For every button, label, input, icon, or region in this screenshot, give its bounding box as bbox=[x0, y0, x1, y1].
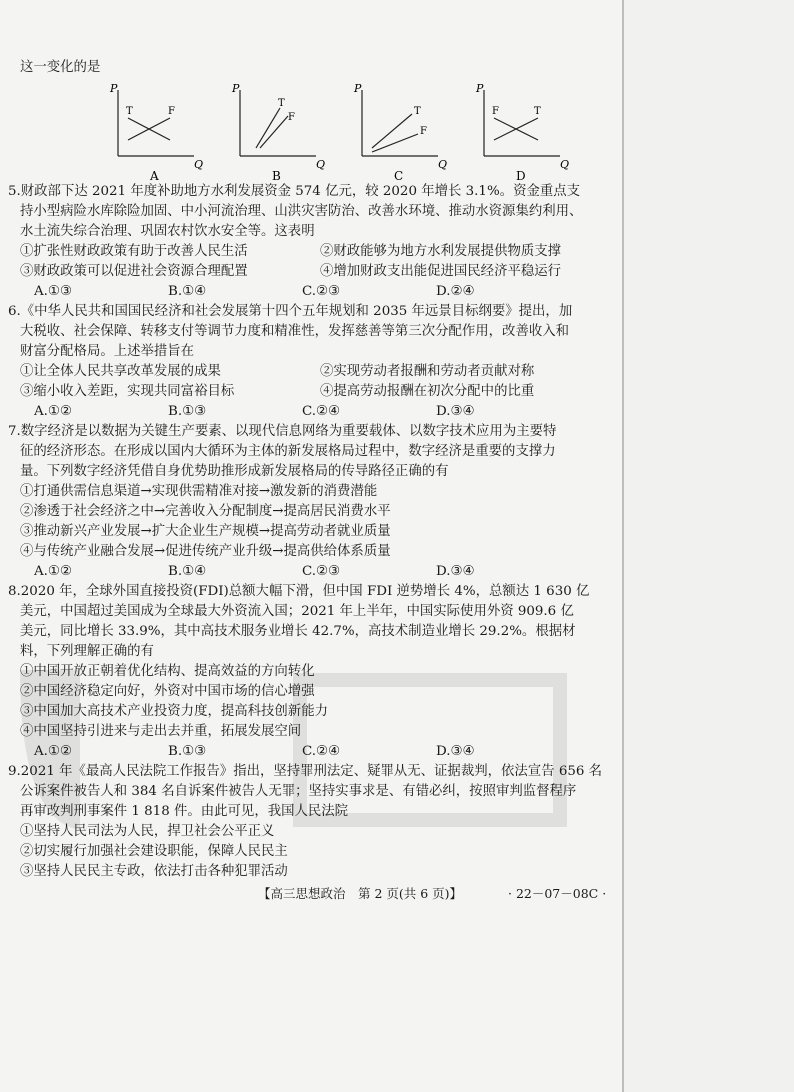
graph-a bbox=[98, 78, 220, 182]
q5-choice-a: A.①③ bbox=[34, 284, 72, 299]
graph-a-l2: F bbox=[168, 106, 175, 117]
graph-d bbox=[464, 78, 586, 182]
q7-line-1: 7.数字经济是以数据为关键生产要素、以现代信息网络为重要载体、以数字技术应用为主要特 bbox=[8, 424, 557, 439]
q8-option-2: ②中国经济稳定向好，外资对中国市场的信心增强 bbox=[20, 684, 315, 699]
q4-tail: 这一变化的是 bbox=[20, 60, 101, 75]
q5-line-1: 5.财政部下达 2021 年度补助地方水利发展资金 574 亿元，较 2020 年增长 3.1%。资金重点支 bbox=[8, 184, 581, 199]
question-9 bbox=[8, 762, 608, 882]
q5-option-2: ②财政能够为地方水利发展提供物质支撑 bbox=[320, 244, 562, 259]
graph-a-q: Q bbox=[194, 158, 204, 171]
question-6 bbox=[8, 302, 608, 422]
q7-option-1: ①打通供需信息渠道→实现供需精准对接→激发新的消费潜能 bbox=[20, 484, 378, 499]
graph-b-l2: F bbox=[288, 112, 295, 123]
q9-line-2: 公诉案件被告人和 384 名自诉案件被告人无罪；坚持实事求是、有错必纠，按照审判监督程序 bbox=[20, 784, 577, 799]
q5-choice-c: C.②③ bbox=[302, 284, 341, 299]
question-text bbox=[8, 58, 608, 882]
graph-b bbox=[220, 78, 342, 182]
graph-b-l1: T bbox=[278, 98, 285, 109]
q6-option-3: ③缩小收入差距，实现共同富裕目标 bbox=[20, 384, 235, 399]
q8-line-2: 美元，中国超过美国成为全球最大外资流入国；2021 年上半年，中国实际使用外资 909.6 亿 bbox=[20, 604, 574, 619]
graph-c-label: C bbox=[394, 169, 404, 182]
q9-option-3: ③坚持人民民主专政，依法打击各种犯罪活动 bbox=[20, 864, 288, 879]
graph-b-q: Q bbox=[316, 158, 326, 171]
q7-choice-c: C.②③ bbox=[302, 564, 341, 579]
q8-choice-b: B.①③ bbox=[168, 744, 207, 759]
q6-line-3: 财富分配格局。上述举措旨在 bbox=[20, 344, 195, 359]
question-5 bbox=[8, 182, 608, 302]
graph-a-label: A bbox=[150, 169, 159, 182]
q5-option-4: ④增加财政支出能促进国民经济平稳运行 bbox=[320, 264, 562, 279]
q7-choice-d: D.③④ bbox=[436, 564, 475, 579]
q9-option-2: ②切实履行加强社会建设职能，保障人民民主 bbox=[20, 844, 288, 859]
q6-line-1: 6.《中华人民共和国国民经济和社会发展第十四个五年规划和 2035 年远景目标纲要》提出，加 bbox=[8, 304, 573, 319]
q7-option-3: ③推动新兴产业发展→扩大企业生产规模→提高劳动者就业质量 bbox=[20, 524, 391, 539]
q8-option-1: ①中国开放正朝着优化结构、提高效益的方向转化 bbox=[20, 664, 315, 679]
q9-line-3: 再审改判刑事案件 1 818 件。由此可见，我国人民法院 bbox=[20, 804, 349, 819]
q6-option-4: ④提高劳动报酬在初次分配中的比重 bbox=[320, 384, 535, 399]
q7-choice-a: A.①② bbox=[34, 564, 72, 579]
q7-choice-b: B.①④ bbox=[168, 564, 207, 579]
q8-choice-d: D.③④ bbox=[436, 744, 475, 759]
q6-option-2: ②实现劳动者报酬和劳动者贡献对称 bbox=[320, 364, 535, 379]
q5-line-2: 持小型病险水库除险加固、中小河流治理、山洪灾害防治、改善水环境、推动水资源集约利用、 bbox=[20, 204, 583, 219]
q8-choice-a: A.①② bbox=[34, 744, 72, 759]
q9-option-1: ①坚持人民司法为人民，捍卫社会公平正义 bbox=[20, 824, 275, 839]
graph-a-l1: T bbox=[126, 106, 133, 117]
q6-choice-a: A.①② bbox=[34, 404, 72, 419]
page-footer bbox=[0, 884, 607, 904]
graph-c-q: Q bbox=[438, 158, 448, 171]
q6-choice-c: C.②④ bbox=[302, 404, 341, 419]
graph-b-p: P bbox=[232, 82, 240, 95]
question-8 bbox=[8, 582, 608, 762]
q7-line-3: 量。下列数字经济凭借自身优势助推形成新发展格局的传导路径正确的有 bbox=[20, 464, 449, 479]
q9-line-1: 9.2021 年《最高人民法院工作报告》指出，坚持罪刑法定、疑罪从无、证据裁判，依法宣告 656 名 bbox=[8, 764, 603, 779]
page-edge-line bbox=[622, 0, 624, 1092]
q7-option-2: ②渗透于社会经济之中→完善收入分配制度→提高居民消费水平 bbox=[20, 504, 391, 519]
q8-option-3: ③中国加大高技术产业投资力度，提高科技创新能力 bbox=[20, 704, 328, 719]
q8-line-1: 8.2020 年，全球外国直接投资(FDI)总额大幅下滑，但中国 FDI 逆势增长 4%，总额达 1 630 亿 bbox=[8, 584, 590, 599]
graph-c-l2: F bbox=[420, 126, 427, 137]
q5-option-3: ③财政政策可以促进社会资源合理配置 bbox=[20, 264, 248, 279]
q5-choice-b: B.①④ bbox=[168, 284, 207, 299]
graph-a-p: P bbox=[110, 82, 118, 95]
q4-graphs bbox=[8, 78, 608, 182]
right-margin bbox=[624, 0, 794, 1092]
q6-choice-d: D.③④ bbox=[436, 404, 475, 419]
graph-c-p: P bbox=[354, 82, 362, 95]
q7-option-4: ④与传统产业融合发展→促进传统产业升级→提高供给体系质量 bbox=[20, 544, 391, 559]
graph-d-label: D bbox=[516, 169, 526, 182]
graph-d-p: P bbox=[476, 82, 484, 95]
q5-option-1: ①扩张性财政政策有助于改善人民生活 bbox=[20, 244, 248, 259]
footer-exam-code: · 22－07－08C · bbox=[508, 886, 607, 901]
graph-d-l2: T bbox=[534, 106, 541, 117]
q7-line-2: 征的经济形态。在形成以国内大循环为主体的新发展格局过程中，数字经济是重要的支撑力 bbox=[20, 444, 556, 459]
q8-option-4: ④中国坚持引进来与走出去并重，拓展发展空间 bbox=[20, 724, 302, 739]
q5-line-3: 水土流失综合治理、巩固农村饮水安全等。这表明 bbox=[20, 224, 315, 239]
q5-choice-d: D.②④ bbox=[436, 284, 475, 299]
graph-d-l1: F bbox=[492, 106, 499, 117]
graph-d-q: Q bbox=[560, 158, 570, 171]
q8-line-4: 料，下列理解正确的有 bbox=[20, 644, 154, 659]
question-7 bbox=[8, 422, 608, 582]
q8-choice-c: C.②④ bbox=[302, 744, 341, 759]
q6-line-2: 大税收、社会保障、转移支付等调节力度和精准性，发挥慈善等第三次分配作用，改善收入和 bbox=[20, 324, 570, 339]
graph-c bbox=[342, 78, 464, 182]
graph-b-label: B bbox=[272, 169, 281, 182]
q8-line-3: 美元，同比增长 33.9%，其中高技术服务业增长 42.7%，高技术制造业增长 29.2%。根据材 bbox=[20, 624, 576, 639]
graph-c-l1: T bbox=[414, 106, 421, 117]
q6-option-1: ①让全体人民共享改革发展的成果 bbox=[20, 364, 221, 379]
footer-page-info: 【高三思想政治 第 2 页(共 6 页)】 bbox=[258, 886, 463, 901]
q6-choice-b: B.①③ bbox=[168, 404, 207, 419]
